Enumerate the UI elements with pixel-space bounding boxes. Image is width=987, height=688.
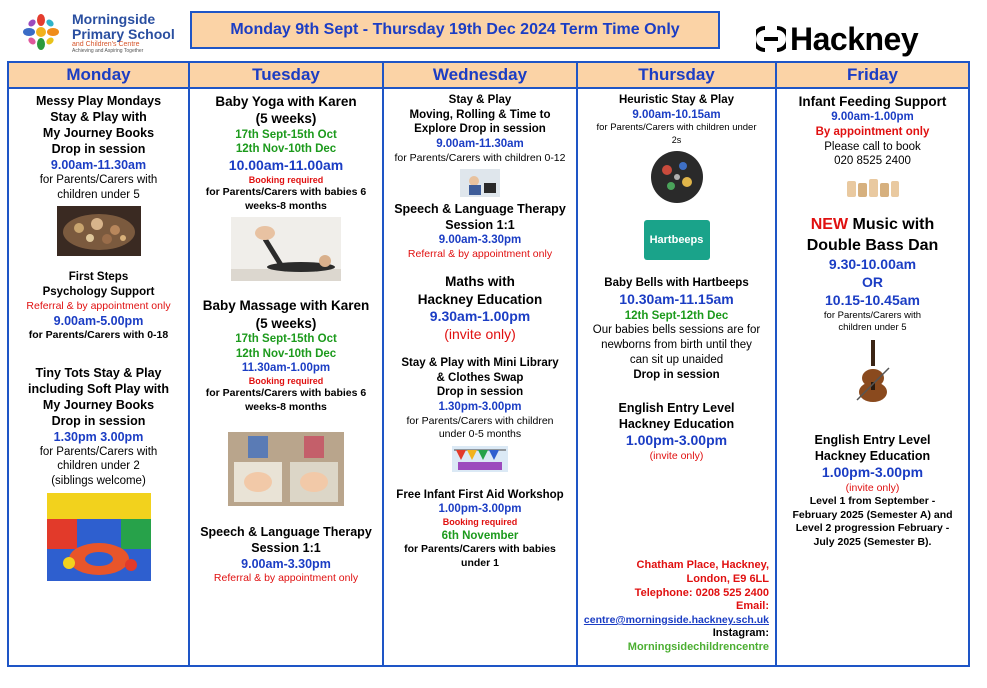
tuesday-s3-time: 9.00am-3.30pm (241, 557, 331, 572)
logo-line-2: Primary School (72, 25, 175, 42)
monday-s3-title-3: My Journey Books (42, 397, 155, 412)
school-logo (18, 10, 198, 54)
contact-address-1: Chatham Place, Hackney, (636, 559, 769, 571)
wednesday-s3-time: 9.30am-1.00pm (429, 308, 531, 324)
hackney-wordmark: Hackney (790, 20, 919, 57)
monday-s3-title-4: Drop in session (51, 413, 146, 428)
tuesday-s1-booking: Booking required (248, 174, 324, 185)
thursday-s2-desc-1: Our babies bells sessions are for (592, 324, 761, 337)
thursday-column (578, 63, 777, 665)
double-bass-icon (853, 338, 893, 404)
wednesday-s2-title-1: Speech & Language Therapy (394, 202, 566, 217)
wednesday-s1-time: 9.00am-11.30am (436, 138, 524, 151)
monday-s3-for-3: (siblings welcome) (51, 475, 146, 488)
tuesday-s2-title-2: (5 weeks) (255, 315, 317, 331)
wednesday-s5-for-1: for Parents/Carers with babies (404, 543, 556, 556)
monday-s2-time: 9.00am-5.00pm (53, 314, 144, 329)
tuesday-s3-title-2: Session 1:1 (251, 541, 321, 556)
wednesday-s5-time: 1.00pm-3.00pm (438, 503, 522, 516)
tuesday-s1-for-1: for Parents/Carers with babies 6 (205, 186, 367, 199)
friday-s2-time-1: 9.30-10.00am (828, 256, 917, 273)
tuesday-column (190, 63, 384, 665)
friday-s3-time: 1.00pm-3.00pm (821, 464, 924, 481)
tuesday-s1-dates-2: 12th Nov-10th Dec (235, 143, 337, 156)
thursday-s1-time: 9.00am-10.15am (632, 108, 721, 121)
tuesday-s1-for-2: weeks-8 months (245, 199, 327, 212)
friday-s1-phone: 020 8525 2400 (834, 155, 911, 168)
tuesday-s3-title-1: Speech & Language Therapy (200, 525, 372, 540)
friday-s3-note: (invite only) (845, 482, 900, 495)
day-header-thursday: Thursday (578, 63, 775, 89)
wednesday-s3-note: (invite only) (444, 325, 516, 342)
friday-s1-call: Please call to book (824, 140, 921, 153)
monday-s1-title-4: Drop in session (51, 142, 146, 156)
day-header-tuesday: Tuesday (190, 63, 382, 89)
wednesday-s4-for-2: under 0-5 months (438, 428, 522, 441)
wednesday-s5-booking: Booking required (442, 517, 518, 527)
monday-s3-title-1: Tiny Tots Stay & Play (35, 365, 162, 380)
baby-yoga-image (231, 217, 341, 281)
thursday-s3-time: 1.00pm-3.00pm (625, 432, 728, 449)
wednesday-s4-for-1: for Parents/Carers with children (406, 414, 554, 427)
friday-s2-title-2: Double Bass Dan (806, 236, 939, 254)
wednesday-s1-title-2: Moving, Rolling & Time to (409, 108, 551, 121)
wednesday-s5-date: 6th November (441, 529, 519, 542)
thursday-s2-drop: Drop in session (633, 368, 720, 381)
wednesday-column (384, 63, 578, 665)
tuesday-s2-time: 11.30am-1.00pm (241, 362, 331, 375)
wednesday-s2-time: 9.00am-3.30pm (438, 234, 522, 247)
friday-s2-for-1: for Parents/Carers with (823, 309, 922, 321)
tuesday-s2-for-1: for Parents/Carers with babies 6 (205, 387, 367, 400)
monday-s2-title-2: Psychology Support (42, 286, 155, 299)
wednesday-s1-for: for Parents/Carers with children 0-12 (394, 151, 566, 164)
thursday-s1-for-1: for Parents/Carers with children under (596, 122, 757, 134)
thursday-s2-dates: 12th Sept-12th Dec (624, 309, 729, 322)
library-bunting-image (452, 446, 508, 472)
contact-instagram-handle[interactable]: Morningsidechildrencentre (627, 640, 769, 653)
tuesday-s2-dates-2: 12th Nov-10th Dec (235, 347, 337, 360)
infant-feeding-image (845, 173, 901, 201)
wednesday-s4-title-2: & Clothes Swap (436, 371, 524, 384)
day-header-monday: Monday (9, 63, 188, 89)
wednesday-s2-title-2: Session 1:1 (445, 218, 515, 233)
thursday-s2-desc-2: newborns from birth until they (601, 339, 752, 352)
contact-info (584, 559, 769, 655)
monday-s1-title-3: My Journey Books (42, 126, 155, 140)
friday-s1-appointment: By appointment only (815, 125, 930, 138)
tuesday-s1-title-2: (5 weeks) (255, 111, 317, 127)
tuesday-s2-dates-1: 17th Sept-15th Oct (235, 332, 337, 345)
baby-massage-image (228, 432, 344, 506)
contact-email-label: Email: (735, 600, 769, 613)
tuesday-s3-referral: Referral & by appointment only (213, 572, 359, 585)
friday-s3-levels-1: Level 1 from September - (809, 495, 936, 508)
contact-instagram-label: Instagram: (712, 627, 769, 640)
thursday-s3-note: (invite only) (649, 450, 704, 463)
monday-s3-title-2: including Soft Play with (28, 381, 169, 396)
tuesday-s2-booking: Booking required (248, 375, 324, 386)
wednesday-s1-title-1: Stay & Play (448, 94, 512, 106)
monday-s1-time: 9.00am-11.30am (50, 158, 147, 172)
monday-s2-referral: Referral & by appointment only (26, 299, 171, 312)
thursday-s2-title: Baby Bells with Hartbeeps (604, 277, 749, 290)
logo-line-3: and Children's Centre (72, 41, 140, 49)
thursday-s3-title-2: Hackney Education (618, 417, 735, 432)
tuesday-s2-for-2: weeks-8 months (245, 400, 327, 413)
hartbeeps-logo (644, 220, 710, 260)
wednesday-s2-referral: Referral & by appointment only (407, 248, 553, 261)
friday-s2-or: OR (862, 273, 883, 290)
hackney-logo (756, 22, 918, 56)
monday-s2-title-1: First Steps (68, 271, 129, 284)
tuesday-s1-dates-1: 17th Sept-15th Oct (235, 128, 337, 141)
wednesday-s5-title: Free Infant First Aid Workshop (396, 488, 564, 501)
day-header-friday: Friday (777, 63, 968, 89)
hackney-h-icon (756, 26, 786, 52)
thursday-s2-time: 10.30am-11.15am (619, 290, 734, 307)
day-header-wednesday: Wednesday (384, 63, 576, 89)
tuesday-s2-title-1: Baby Massage with Karen (202, 298, 370, 314)
logo-tagline: Achieving and Aspiring Together (72, 47, 144, 54)
messy-play-image (57, 206, 141, 256)
monday-s1-title-1: Messy Play Mondays (35, 94, 162, 108)
monday-s3-for-1: for Parents/Carers with (39, 445, 158, 458)
friday-s3-levels-3: Level 2 progression February - (795, 522, 950, 535)
monday-s3-for-2: children under 2 (57, 460, 140, 473)
contact-phone: Telephone: 0208 525 2400 (634, 586, 769, 599)
monday-s3-time: 1.30pm 3.00pm (53, 429, 144, 444)
flower-logo-icon (18, 14, 64, 50)
tuesday-s1-title-1: Baby Yoga with Karen (215, 94, 357, 109)
friday-s1-time: 9.00am-1.00pm (831, 111, 914, 124)
friday-s3-levels-4: July 2025 (Semester B). (813, 535, 932, 548)
thursday-s2-desc-3: can sit up unaided (629, 353, 724, 366)
monday-s1-for-1: for Parents/Carers with (39, 174, 158, 186)
friday-s2-for-2: children under 5 (838, 321, 907, 333)
monday-s1-title-2: Stay & Play with (50, 110, 147, 124)
friday-s2-title-1: Music with (852, 216, 935, 234)
contact-address-2: London, E9 6LL (686, 572, 769, 585)
friday-s2-new-badge: NEW (810, 216, 849, 234)
friday-s3-levels-2: February 2025 (Semester A) and (792, 508, 953, 521)
friday-column (777, 63, 968, 665)
wednesday-s3-title-2: Hackney Education (417, 291, 543, 307)
soft-play-image (47, 493, 151, 581)
hartbeeps-logo-text: Hartbeeps (649, 234, 704, 247)
tuesday-s1-time: 10.00am-11.00am (228, 156, 344, 173)
wednesday-s3-title-1: Maths with (445, 274, 515, 290)
thursday-s3-title-1: English Entry Level (618, 401, 735, 416)
wednesday-s4-title-3: Drop in session (436, 386, 524, 399)
monday-s1-for-2: children under 5 (57, 188, 140, 201)
thursday-s1-title: Heuristic Stay & Play (618, 94, 735, 106)
friday-s3-title-1: English Entry Level (814, 433, 931, 448)
monday-s2-for: for Parents/Carers with 0-18 (28, 329, 169, 342)
heuristic-play-image (647, 150, 707, 204)
wednesday-s5-for-2: under 1 (461, 556, 499, 569)
logo-line-1: Morningside (72, 11, 156, 27)
wednesday-s4-time: 1.30pm-3.00pm (438, 400, 522, 413)
friday-s1-title: Infant Feeding Support (798, 94, 947, 109)
contact-email-link[interactable]: centre@morningside.hackney.sch.uk (583, 614, 769, 626)
timetable-grid (7, 61, 970, 667)
friday-s3-title-2: Hackney Education (814, 449, 931, 464)
stay-play-image (460, 169, 500, 197)
monday-column (9, 63, 190, 665)
wednesday-s4-title-1: Stay & Play with Mini Library (401, 356, 559, 369)
wednesday-s1-title-3: Explore Drop in session (414, 123, 546, 136)
term-banner: Monday 9th Sept - Thursday 19th Dec 2024 Term Time Only (190, 11, 720, 49)
thursday-s1-for-2: 2s (671, 134, 682, 145)
friday-s2-time-2: 10.15-10.45am (825, 291, 920, 308)
